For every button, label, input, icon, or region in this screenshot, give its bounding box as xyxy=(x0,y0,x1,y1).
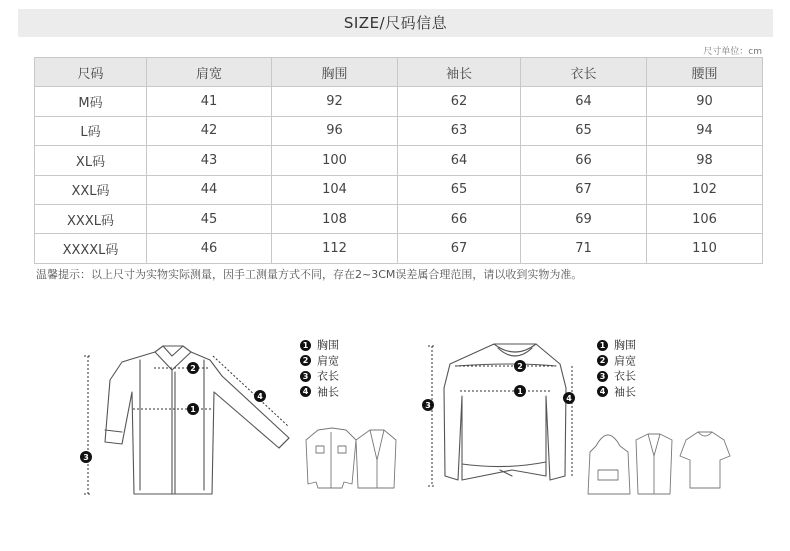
legend-item xyxy=(300,337,339,353)
size-table xyxy=(34,57,763,264)
svg-text:3: 3 xyxy=(425,401,431,410)
table-cell: 63 xyxy=(398,116,521,145)
shirt-marker-3 xyxy=(80,451,92,463)
svg-text:4: 4 xyxy=(566,394,572,403)
sweater-marker-4 xyxy=(563,392,575,404)
table-cell: 71 xyxy=(521,234,647,263)
table-cell: 90 xyxy=(647,87,763,116)
legend-label: 胸围 xyxy=(317,338,339,352)
table-cell: 106 xyxy=(647,204,763,233)
number-badge: 2 xyxy=(597,355,608,366)
unit-note: 尺寸单位：cm xyxy=(703,47,762,57)
svg-text:3: 3 xyxy=(83,453,89,462)
number-badge: 2 xyxy=(300,355,311,366)
table-cell: 98 xyxy=(647,146,763,175)
table-cell: 94 xyxy=(647,116,763,145)
shirt-marker-1 xyxy=(187,403,199,415)
table-cell: 46 xyxy=(147,234,272,263)
legend-item xyxy=(597,368,636,384)
table-cell: 65 xyxy=(521,116,647,145)
table-cell: 42 xyxy=(147,116,272,145)
number-badge: 1 xyxy=(300,340,311,351)
table-cell: 66 xyxy=(398,204,521,233)
garment-diagrams xyxy=(0,300,790,551)
legend-item xyxy=(300,353,339,369)
table-cell: 104 xyxy=(272,175,398,204)
legend-right xyxy=(597,337,636,399)
number-badge: 4 xyxy=(597,386,608,397)
table-cell: L码 xyxy=(35,116,147,145)
table-cell: 108 xyxy=(272,204,398,233)
table-cell: 41 xyxy=(147,87,272,116)
table-cell: 112 xyxy=(272,234,398,263)
column-header: 袖长 xyxy=(398,58,521,87)
table-cell: 92 xyxy=(272,87,398,116)
hoodie-icon xyxy=(588,435,630,494)
table-cell: 110 xyxy=(647,234,763,263)
legend-label: 肩宽 xyxy=(317,353,339,367)
denim-jacket-icon xyxy=(306,428,356,488)
legend-label: 胸围 xyxy=(614,338,636,352)
table-cell: 69 xyxy=(521,204,647,233)
table-cell: 66 xyxy=(521,146,647,175)
tshirt-icon xyxy=(680,432,730,488)
table-cell: 96 xyxy=(272,116,398,145)
page-title: SIZE/尺码信息 xyxy=(18,9,773,37)
column-header: 肩宽 xyxy=(147,58,272,87)
table-cell: 62 xyxy=(398,87,521,116)
table-header-row xyxy=(35,58,763,87)
measurement-tip: 温馨提示：以上尺寸为实物实际测量，因手工测量方式不同，存在2~3CM误差属合理范围，请以收到实物为准。 xyxy=(36,268,583,281)
table-row xyxy=(35,116,763,145)
legend-label: 衣长 xyxy=(317,369,339,383)
number-badge: 1 xyxy=(597,340,608,351)
table-cell: 67 xyxy=(521,175,647,204)
legend-item xyxy=(597,353,636,369)
table-cell: XL码 xyxy=(35,146,147,175)
column-header: 胸围 xyxy=(272,58,398,87)
table-cell: XXXL码 xyxy=(35,204,147,233)
legend-label: 衣长 xyxy=(614,369,636,383)
column-header: 尺码 xyxy=(35,58,147,87)
table-cell: 67 xyxy=(398,234,521,263)
table-cell: 44 xyxy=(147,175,272,204)
table-row xyxy=(35,234,763,263)
table-cell: 43 xyxy=(147,146,272,175)
table-cell: 65 xyxy=(398,175,521,204)
legend-item xyxy=(300,384,339,400)
column-header: 衣长 xyxy=(521,58,647,87)
shirt-marker-4 xyxy=(254,390,266,402)
table-row xyxy=(35,175,763,204)
cardigan-icon xyxy=(636,434,672,494)
blazer-icon xyxy=(356,430,396,488)
svg-text:1: 1 xyxy=(517,387,523,396)
svg-text:2: 2 xyxy=(517,362,523,371)
table-row xyxy=(35,87,763,116)
table-cell: XXL码 xyxy=(35,175,147,204)
column-header: 腰围 xyxy=(647,58,763,87)
legend-label: 袖长 xyxy=(317,384,339,398)
table-cell: 102 xyxy=(647,175,763,204)
table-cell: XXXXL码 xyxy=(35,234,147,263)
table-cell: M码 xyxy=(35,87,147,116)
legend-label: 肩宽 xyxy=(614,353,636,367)
legend-item xyxy=(597,384,636,400)
table-cell: 64 xyxy=(398,146,521,175)
svg-text:4: 4 xyxy=(257,392,263,401)
sweater-diagram-icon xyxy=(444,344,566,480)
legend-item xyxy=(300,368,339,384)
svg-text:2: 2 xyxy=(190,364,196,373)
table-row xyxy=(35,204,763,233)
table-cell: 100 xyxy=(272,146,398,175)
legend-item xyxy=(597,337,636,353)
legend-label: 袖长 xyxy=(614,384,636,398)
table-cell: 64 xyxy=(521,87,647,116)
sweater-marker-3 xyxy=(422,399,434,411)
number-badge: 3 xyxy=(300,371,311,382)
number-badge: 3 xyxy=(597,371,608,382)
table-cell: 45 xyxy=(147,204,272,233)
sweater-marker-2 xyxy=(514,360,526,372)
number-badge: 4 xyxy=(300,386,311,397)
sweater-marker-1 xyxy=(514,385,526,397)
shirt-marker-2 xyxy=(187,362,199,374)
legend-left xyxy=(300,337,339,399)
table-row xyxy=(35,146,763,175)
svg-text:1: 1 xyxy=(190,405,196,414)
